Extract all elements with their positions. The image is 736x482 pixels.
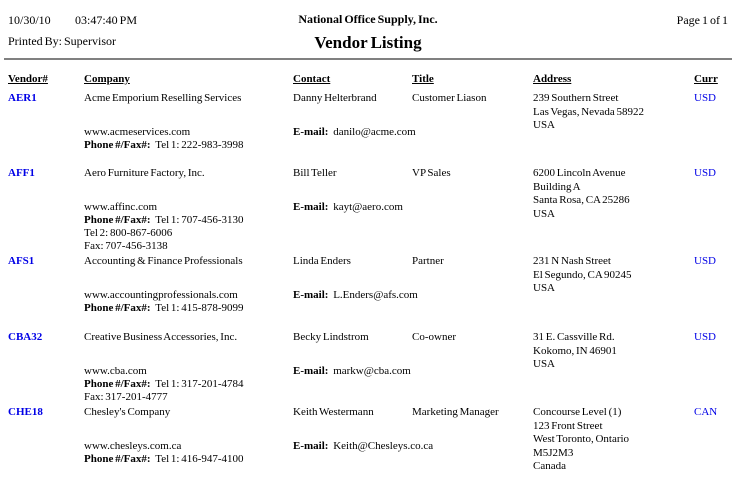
phone-fax-line — [84, 214, 289, 226]
phone-number: Tel 1: 415-878-9099 — [155, 302, 244, 314]
email-label: E-mail: — [293, 440, 329, 452]
vendor-row — [0, 255, 736, 330]
vendor-id-link[interactable]: AFF1 — [8, 167, 35, 179]
phone-fax-line — [84, 453, 289, 465]
company-name: Chesley's Company — [84, 406, 171, 418]
vendor-row — [0, 406, 736, 481]
address-line: 123 Front Street — [533, 419, 603, 432]
phone-extra-line: Fax: 707-456-3138 — [84, 240, 168, 252]
email-label: E-mail: — [293, 365, 329, 377]
phone-fax-label: Phone #/Fax#: — [84, 378, 151, 390]
phone-extra-line: Fax: 317-201-4777 — [84, 391, 168, 403]
vendor-website: www.accountingprofessionals.com — [84, 289, 238, 301]
email-label: E-mail: — [293, 201, 329, 213]
address-line: El Segundo, CA 90245 — [533, 268, 632, 281]
column-header-address: Address — [533, 73, 572, 85]
vendor-id-link[interactable]: AFS1 — [8, 255, 35, 267]
email-line — [293, 126, 416, 138]
address-line: USA — [533, 282, 556, 294]
email-line — [293, 440, 434, 452]
vendor-id-link[interactable]: AER1 — [8, 92, 37, 104]
phone-number: Tel 1: 222-983-3998 — [155, 139, 244, 151]
column-header-vendor: Vendor# — [8, 73, 48, 85]
contact-name: Keith Westermann — [293, 406, 374, 418]
currency-code: USD — [694, 167, 717, 179]
report-title: Vendor Listing — [314, 33, 422, 52]
contact-name: Becky Lindstrom — [293, 331, 369, 343]
email-address: kayt@aero.com — [333, 201, 403, 213]
contact-title: Customer Liason — [412, 92, 487, 104]
column-header-currency: Curr — [694, 73, 718, 85]
company-name: Creative Business Accessories, Inc. — [84, 331, 238, 343]
address-line: Building A — [533, 180, 581, 193]
address-line: Kokomo, IN 46901 — [533, 344, 617, 357]
phone-fax-line — [84, 139, 289, 151]
email-line — [293, 289, 418, 301]
email-address: markw@cba.com — [333, 365, 411, 377]
phone-fax-line — [84, 378, 289, 390]
currency-code: USD — [694, 92, 717, 104]
company-name: Aero Furniture Factory, Inc. — [84, 167, 205, 179]
report-time: 03:47:40 PM — [75, 13, 138, 27]
column-header-company: Company — [84, 73, 130, 85]
contact-name: Bill Teller — [293, 167, 337, 179]
vendor-row — [0, 167, 736, 252]
vendor-address — [533, 331, 693, 372]
address-line: 31 E. Cassville Rd. — [533, 331, 615, 343]
report-date: 10/30/10 — [8, 13, 51, 27]
printed-by: Printed By: Supervisor — [8, 34, 116, 48]
company-name: Accounting & Finance Professionals — [84, 255, 243, 267]
phone-number: Tel 1: 317-201-4784 — [155, 378, 244, 390]
vendor-website: www.cba.com — [84, 365, 147, 377]
phone-number: Tel 1: 707-456-3130 — [155, 214, 244, 226]
currency-code: CAN — [694, 406, 718, 418]
phone-fax-label: Phone #/Fax#: — [84, 302, 151, 314]
vendor-id-link[interactable]: CBA32 — [8, 331, 43, 343]
vendor-row — [0, 331, 736, 406]
email-address: L.Enders@afs.com — [333, 289, 418, 301]
phone-fax-label: Phone #/Fax#: — [84, 139, 151, 151]
address-line: USA — [533, 358, 556, 370]
contact-title: Partner — [412, 255, 444, 267]
address-line: West Toronto, Ontario — [533, 433, 630, 445]
contact-title: Marketing Manager — [412, 406, 499, 418]
phone-fax-line — [84, 302, 289, 314]
vendor-address — [533, 92, 693, 133]
phone-fax-label: Phone #/Fax#: — [84, 453, 151, 465]
vendor-website: www.affinc.com — [84, 201, 158, 213]
address-line: USA — [533, 207, 556, 220]
address-line: 239 Southern Street — [533, 92, 619, 104]
address-line: Canada — [533, 460, 566, 472]
report-company-name: National Office Supply, Inc. — [298, 12, 438, 26]
email-line — [293, 365, 409, 377]
column-header-contact: Contact — [293, 73, 331, 85]
address-line: USA — [533, 119, 556, 131]
address-line: Las Vegas, Nevada 58922 — [533, 105, 645, 118]
contact-title: VP Sales — [412, 167, 451, 179]
address-line: M5J2M3 — [533, 446, 574, 459]
email-line — [293, 201, 409, 213]
vendor-address — [533, 167, 693, 221]
phone-number: Tel 1: 416-947-4100 — [155, 453, 244, 465]
company-name: Acme Emporium Reselling Services — [84, 92, 242, 104]
contact-name: Linda Enders — [293, 255, 351, 267]
vendor-address — [533, 406, 693, 474]
address-line: Concourse Level (1) — [533, 406, 622, 418]
address-line: 6200 Lincoln Avenue — [533, 167, 626, 179]
email-label: E-mail: — [293, 289, 329, 301]
vendor-row — [0, 92, 736, 167]
vendor-address — [533, 255, 693, 296]
currency-code: USD — [694, 331, 717, 343]
currency-code: USD — [694, 255, 717, 267]
phone-extra-line: Tel 2: 800-867-6006 — [84, 227, 173, 239]
address-line: Santa Rosa, CA 25286 — [533, 194, 630, 206]
page-number: Page 1 of 1 — [676, 13, 728, 27]
address-line: 231 N Nash Street — [533, 255, 611, 267]
contact-name: Danny Helterbrand — [293, 92, 377, 104]
vendor-website: www.acmeservices.com — [84, 126, 191, 138]
column-header-title: Title — [412, 73, 434, 85]
phone-fax-label: Phone #/Fax#: — [84, 214, 151, 226]
header-divider — [4, 58, 732, 60]
email-address: danilo@acme.com — [333, 126, 416, 138]
vendor-website: www.chesleys.com.ca — [84, 440, 182, 452]
email-label: E-mail: — [293, 126, 329, 138]
email-address: Keith@Chesleys.co.ca — [333, 440, 434, 452]
contact-title: Co-owner — [412, 331, 456, 343]
vendor-id-link[interactable]: CHE18 — [8, 406, 43, 418]
